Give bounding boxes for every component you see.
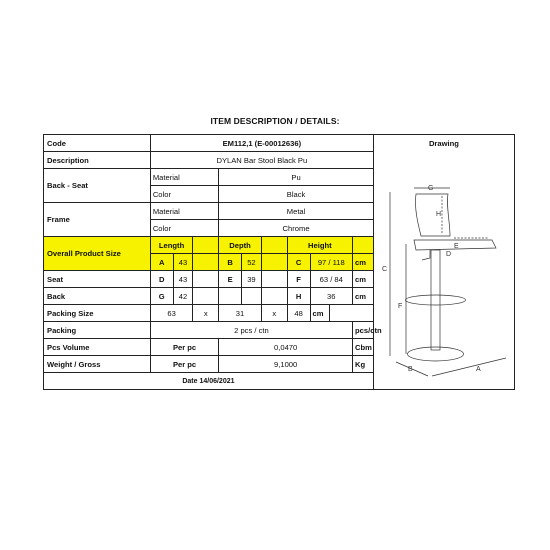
date-text: Date 14/06/2021 (44, 373, 374, 390)
packing-unit: pcs/ctn (353, 322, 374, 339)
packing-width: 31 (219, 305, 262, 322)
dim-h-letter: H (287, 288, 310, 305)
drawing-letter-e: E (454, 243, 459, 250)
seat-label: Seat (44, 271, 151, 288)
packing-length: 63 (150, 305, 193, 322)
yellow-spacer (261, 254, 287, 271)
weight-per: Per pc (150, 356, 218, 373)
yellow-spacer (193, 237, 219, 254)
packing-size-unit: cm (310, 305, 330, 322)
packing-height: 48 (287, 305, 310, 322)
volume-label: Pcs Volume (44, 339, 151, 356)
drawing-letter-b: B (408, 366, 413, 373)
bar-stool-drawing (376, 178, 514, 386)
frame-label: Frame (44, 203, 151, 237)
back-seat-material-label: Material (150, 169, 218, 186)
back-seat-label: Back - Seat (44, 169, 151, 203)
frame-material-value: Metal (219, 203, 374, 220)
yellow-spacer (353, 237, 374, 254)
height-header: Height (287, 237, 352, 254)
dim-e-value: 39 (242, 271, 262, 288)
back-seat-color-value: Black (219, 186, 374, 203)
drawing-letter-h: H (436, 211, 442, 218)
packing-x2: x (261, 305, 287, 322)
description-label: Description (44, 152, 151, 169)
dim-a-value: 43 (173, 254, 193, 271)
packing-size-label: Packing Size (44, 305, 151, 322)
drawing-letter-c: C (382, 266, 388, 273)
depth-header: Depth (219, 237, 262, 254)
drawing-letter-d: D (446, 251, 452, 258)
dim-d-value: 43 (173, 271, 193, 288)
packing-label: Packing (44, 322, 151, 339)
code-value: EM112,1 (E-00012636) (150, 135, 373, 152)
backrest-outline (415, 194, 450, 236)
back-label: Back (44, 288, 151, 305)
packing-x1: x (193, 305, 219, 322)
drawing-title: Drawing (428, 139, 459, 148)
base-outline (408, 347, 464, 361)
frame-color-label: Color (150, 220, 218, 237)
dim-c-letter: C (287, 254, 310, 271)
length-header: Length (150, 237, 193, 254)
dim-b-value: 52 (242, 254, 262, 271)
weight-value: 9,1000 (219, 356, 353, 373)
back-unit: cm (353, 288, 374, 305)
lever-outline (422, 250, 430, 260)
seat-unit: cm (353, 271, 374, 288)
column-outline (431, 250, 440, 350)
code-row (44, 135, 515, 152)
weight-unit: Kg (353, 356, 374, 373)
dim-h-value: 36 (310, 288, 353, 305)
description-value: DYLAN Bar Stool Black Pu (150, 152, 373, 169)
back-seat-material-value: Pu (219, 169, 374, 186)
dim-g-letter: G (150, 288, 173, 305)
footrest-ring (406, 295, 466, 305)
yellow-spacer (193, 254, 219, 271)
dim-g-value: 42 (173, 288, 193, 305)
drawing-letter-a: A (476, 366, 481, 373)
drawing-letter-g: G (428, 185, 434, 192)
packing-value: 2 pcs / ctn (150, 322, 352, 339)
dim-c-value: 97 / 118 (310, 254, 353, 271)
weight-label: Weight / Gross (44, 356, 151, 373)
frame-material-label: Material (150, 203, 218, 220)
yellow-spacer (261, 237, 287, 254)
dim-d-letter: D (150, 271, 173, 288)
dim-f-value: 63 / 84 (310, 271, 353, 288)
page-title: ITEM DESCRIPTION / DETAILS: (210, 116, 340, 126)
dim-b-letter: B (219, 254, 242, 271)
drawing-letter-f: F (398, 303, 403, 310)
volume-per: Per pc (150, 339, 218, 356)
volume-unit: Cbm (353, 339, 374, 356)
volume-value: 0,0470 (219, 339, 353, 356)
dim-e-letter: E (219, 271, 242, 288)
overall-unit: cm (353, 254, 374, 271)
dim-a-letter: A (150, 254, 173, 271)
frame-color-value: Chrome (219, 220, 374, 237)
overall-size-label: Overall Product Size (44, 237, 151, 271)
back-seat-color-label: Color (150, 186, 218, 203)
dim-f-letter: F (287, 271, 310, 288)
code-label: Code (44, 135, 151, 152)
